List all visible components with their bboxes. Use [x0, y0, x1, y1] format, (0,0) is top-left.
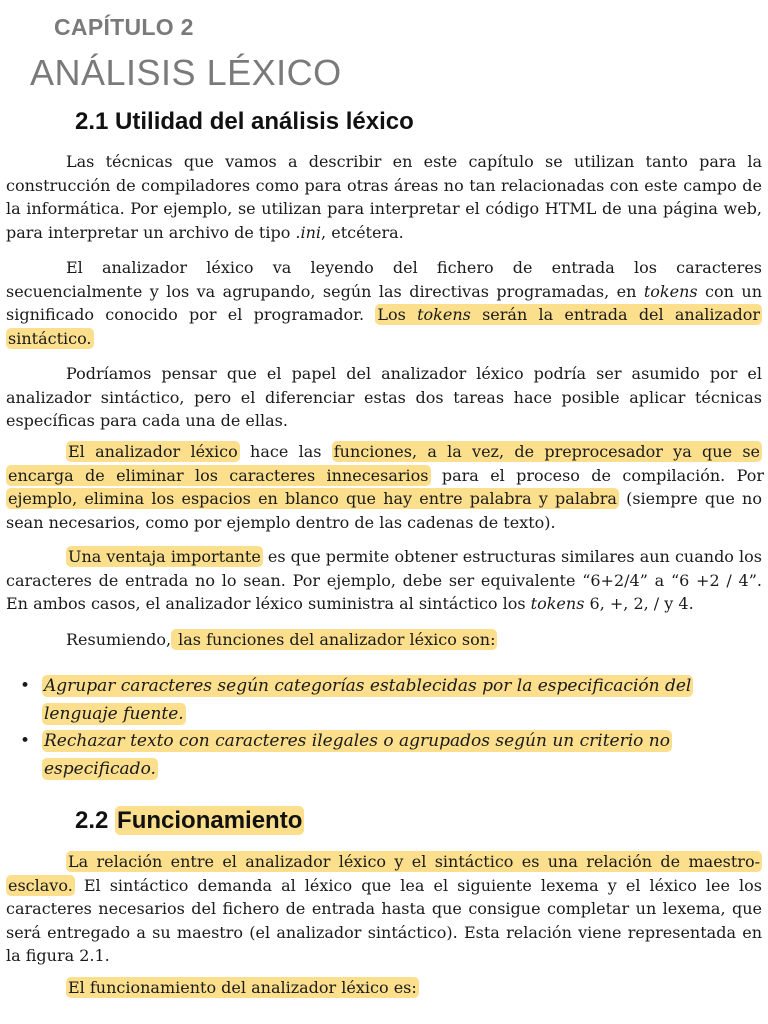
- highlight: Agrupar caracteres según categorías establecidas por la especificación del lenguaje fuente.: [44, 676, 692, 724]
- highlight: El analizador léxico: [68, 442, 238, 461]
- paragraph-8: [6, 976, 762, 1000]
- paragraph-emphasis: tokens: [417, 305, 471, 324]
- paragraph-text: Resumiendo,: [66, 630, 172, 649]
- paragraph-text: hace las: [239, 442, 332, 461]
- bullet-list: [18, 673, 718, 783]
- chapter-title: ANÁLISIS LÉXICO: [30, 52, 342, 93]
- paragraph-3: Podríamos pensar que el papel del analizador léxico podría ser asumido por el analizador sintáctico, pero el diferenciar estas dos tareas hace posible aplicar técnicas específicas para cada una de ellas.: [6, 364, 762, 430]
- highlight: Una ventaja importante: [68, 547, 261, 566]
- paragraph-5: [6, 545, 762, 616]
- paragraph-text: El sintáctico demanda al léxico que lea el siguiente lexema y el léxico lee los caracteres necesarios del fichero de entrada hasta que consigue completar un lexema, que será entregado a su maestro (el analizador sintáctico). Esta relación viene representada en la figura 2.1.: [6, 875, 762, 965]
- bullet-icon: •: [20, 731, 31, 751]
- paragraph-text: 6, +, 2, / y 4.: [584, 594, 694, 613]
- paragraph-text: Las técnicas que vamos a describir en este capítulo se utilizan tanto para la construcción de compiladores como para otras áreas no tan relacionadas con este campo de la informática. Por ejemplo, se utilizan para interpretar el código HTML de una página web, para interpretar un archivo de tipo: [6, 152, 762, 242]
- list-item: [18, 673, 718, 728]
- paragraph-emphasis: tokens: [643, 281, 698, 301]
- highlight: La relación entre el analizador léxico y el sintáctico es una relación de maestro-esclavo.: [8, 852, 760, 895]
- section-heading-2-1: 2.1 Utilidad del análisis léxico: [75, 108, 414, 135]
- paragraph-7: [6, 850, 762, 968]
- paragraph-text: para el proceso de compilación. Por: [430, 465, 765, 485]
- section-number: 2.2: [75, 807, 116, 834]
- highlight: El funcionamiento del analizador léxico es:: [68, 978, 417, 997]
- paragraph-emphasis: tokens: [530, 594, 585, 613]
- paragraph-text: (siempre que no sean necesarios, como por ejemplo dentro de las cadenas de texto).: [6, 489, 762, 532]
- paragraph-text: , etcétera.: [321, 222, 404, 242]
- list-item: [18, 728, 718, 783]
- paragraph-2: [6, 256, 762, 350]
- paragraph-text: Los: [377, 305, 418, 324]
- highlight: las funciones del analizador léxico son:: [173, 630, 496, 649]
- paragraph-text: con un significado conocido por el programador.: [6, 281, 762, 324]
- paragraph-6: [6, 628, 762, 652]
- highlight: Rechazar texto con caracteres ilegales o agrupados según un criterio no especificado.: [44, 731, 670, 779]
- paragraph-4: [6, 440, 765, 534]
- paragraph-text: es que permite obtener estructuras similares aun cuando los caracteres de entrada no lo sean. Por ejemplo, debe ser equivalente “6+2/4” a “6 +2 / 4”. En ambos casos, el analizador léxico suministra al sintáctico los: [6, 547, 762, 613]
- paragraph-text: El analizador léxico va leyendo del fichero de entrada los caracteres secuencialmente y los va agrupando, según las directivas programadas, en: [6, 258, 762, 301]
- bullet-icon: •: [20, 676, 31, 696]
- highlight: Funcionamiento: [117, 807, 303, 834]
- paragraph-text: serán la entrada del analizador sintáctico.: [8, 305, 760, 348]
- chapter-label: CAPÍTULO 2: [54, 14, 194, 40]
- paragraph-emphasis: .ini: [295, 222, 322, 242]
- paragraph-1: [6, 150, 762, 244]
- section-heading-2-2: [75, 807, 304, 835]
- highlight: ejemplo, elimina los espacios en blanco que hay entre palabra y palabra: [8, 489, 617, 508]
- highlight: funciones, a la vez, de preprocesador ya que se encarga de eliminar los caracteres innecesarios: [8, 442, 760, 485]
